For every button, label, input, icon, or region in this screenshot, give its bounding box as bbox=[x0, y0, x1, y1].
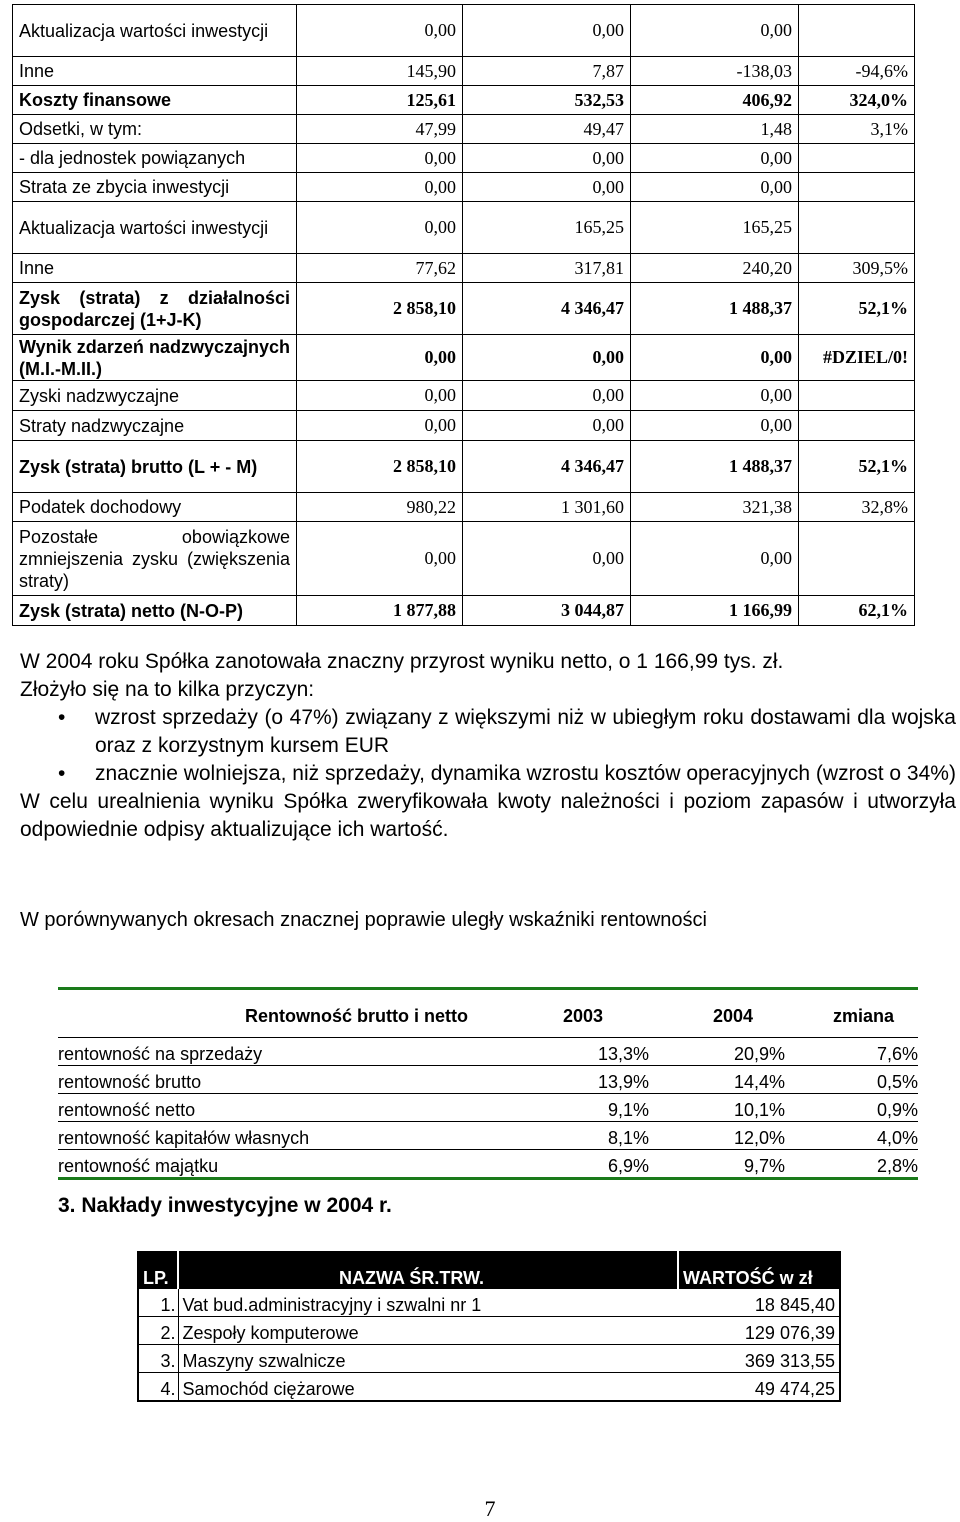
paragraph: W 2004 roku Spółka zanotowała znaczny przyrost wyniku netto, o 1 166,99 tys. zł. bbox=[20, 650, 784, 673]
cell-value: 3,1% bbox=[799, 115, 915, 144]
cell-value: 6,9% bbox=[513, 1150, 649, 1179]
row-label: rentowność kapitałów własnych bbox=[58, 1122, 513, 1150]
table-row bbox=[13, 441, 915, 493]
list-item bbox=[20, 704, 956, 760]
cell-value: 2 858,10 bbox=[297, 283, 463, 335]
paragraph: Złożyło się na to kilka przyczyn: bbox=[20, 678, 315, 701]
list-item-text: wzrost sprzedaży (o 47%) związany z większymi niż w ubiegłym roku dostawami dla wojska oraz z korzystnym kursem EUR bbox=[95, 706, 956, 757]
cell-value: 12,0% bbox=[649, 1122, 785, 1150]
cell-value: 7,6% bbox=[785, 1038, 918, 1066]
cell-value: 52,1% bbox=[799, 283, 915, 335]
cell-value: 0,00 bbox=[631, 5, 799, 57]
cell-value: 52,1% bbox=[799, 441, 915, 493]
cell-value: 1,48 bbox=[631, 115, 799, 144]
column-header: 2004 bbox=[649, 989, 785, 1038]
cell-value: 0,00 bbox=[463, 522, 631, 596]
table-row bbox=[13, 411, 915, 441]
cell-value: 9,7% bbox=[649, 1150, 785, 1179]
cell-value: 2 858,10 bbox=[297, 441, 463, 493]
cell-value: 8,1% bbox=[513, 1122, 649, 1150]
cell-value: 1 877,88 bbox=[297, 596, 463, 626]
cell-value: 3 044,87 bbox=[463, 596, 631, 626]
profitability-table bbox=[58, 987, 918, 1180]
cell-value: 0,00 bbox=[631, 381, 799, 411]
cell-value bbox=[799, 144, 915, 173]
row-label: - dla jednostek powiązanych bbox=[13, 144, 297, 173]
page-number: 7 bbox=[484, 1496, 496, 1521]
asset-name: Samochód ciężarowe bbox=[182, 1379, 355, 1399]
row-number: 2. bbox=[138, 1317, 178, 1345]
cell-value bbox=[799, 202, 915, 254]
table-row bbox=[13, 115, 915, 144]
cell-value: 0,00 bbox=[463, 144, 631, 173]
row-label: Zyski nadzwyczajne bbox=[13, 381, 297, 411]
cell-value: -94,6% bbox=[799, 57, 915, 86]
cell-value: -138,03 bbox=[631, 57, 799, 86]
cell-value: 0,00 bbox=[631, 335, 799, 381]
table-row bbox=[13, 596, 915, 626]
cell-value: 0,00 bbox=[631, 411, 799, 441]
cell-value: 0,00 bbox=[631, 522, 799, 596]
table-header-row bbox=[58, 989, 918, 1038]
row-number: 4. bbox=[138, 1373, 178, 1402]
row-label: Inne bbox=[13, 57, 297, 86]
cell-value: 240,20 bbox=[631, 254, 799, 283]
cell-value: #DZIEL/0! bbox=[799, 335, 915, 381]
row-label: rentowność majątku bbox=[58, 1150, 513, 1179]
row-label: Odsetki, w tym: bbox=[13, 115, 297, 144]
cell-value: 165,25 bbox=[463, 202, 631, 254]
table-row bbox=[58, 1066, 918, 1094]
table-header-row bbox=[138, 1252, 840, 1289]
table-row bbox=[13, 381, 915, 411]
cell-value bbox=[799, 173, 915, 202]
table-row bbox=[13, 522, 915, 596]
cell-value: 532,53 bbox=[463, 86, 631, 115]
table-row bbox=[138, 1289, 840, 1317]
column-header: 2003 bbox=[513, 989, 649, 1038]
cell-value: 980,22 bbox=[297, 493, 463, 522]
cell-value: 9,1% bbox=[513, 1094, 649, 1122]
paragraph: W celu urealnienia wyniku Spółka zweryfikowała kwoty należności i poziom zapasów i utworzyła odpowiednie odpisy aktualizujące ich wartość. bbox=[20, 790, 956, 841]
cell-value: 4,0% bbox=[785, 1122, 918, 1150]
table-row bbox=[138, 1373, 840, 1402]
row-label: Straty nadzwyczajne bbox=[13, 411, 297, 441]
cell-value: 20,9% bbox=[649, 1038, 785, 1066]
row-label: Pozostałe obowiązkowe zmniejszenia zysku (zwiększenia straty) bbox=[13, 522, 297, 596]
asset-value: 49 474,25 bbox=[754, 1379, 835, 1399]
row-label: rentowność na sprzedaży bbox=[58, 1038, 513, 1066]
table-row bbox=[13, 5, 915, 57]
row-number: 3. bbox=[138, 1345, 178, 1373]
row-label: Zysk (strata) z działalności gospodarczej (1+J-K) bbox=[13, 283, 297, 335]
table-row bbox=[13, 335, 915, 381]
cell-value: 0,00 bbox=[297, 335, 463, 381]
cell-value: 13,3% bbox=[513, 1038, 649, 1066]
column-header: LP. bbox=[138, 1252, 178, 1289]
asset-value: 18 845,40 bbox=[678, 1289, 840, 1317]
cell-value: 4 346,47 bbox=[463, 283, 631, 335]
cell-value: 0,00 bbox=[463, 381, 631, 411]
bullet-icon: • bbox=[58, 706, 66, 729]
cell-value: 0,00 bbox=[297, 144, 463, 173]
column-header: zmiana bbox=[785, 989, 918, 1038]
table-row bbox=[13, 57, 915, 86]
list-item bbox=[20, 760, 956, 788]
column-header: NAZWA ŚR.TRW. bbox=[178, 1252, 678, 1289]
cell-value: 0,00 bbox=[631, 173, 799, 202]
analysis-text bbox=[20, 648, 956, 844]
table-row bbox=[13, 493, 915, 522]
asset-name: Maszyny szwalnicze bbox=[178, 1345, 678, 1373]
table-row bbox=[58, 1150, 918, 1179]
cell-value: 1 301,60 bbox=[463, 493, 631, 522]
table-row bbox=[13, 173, 915, 202]
cell-value: 77,62 bbox=[297, 254, 463, 283]
row-label: Aktualizacja wartości inwestycji bbox=[13, 202, 297, 254]
cell-value: 324,0% bbox=[799, 86, 915, 115]
cell-value: 0,00 bbox=[297, 411, 463, 441]
cell-value: 49,47 bbox=[463, 115, 631, 144]
cell-value: 32,8% bbox=[799, 493, 915, 522]
cell-value: 0,00 bbox=[463, 5, 631, 57]
financial-results-table bbox=[12, 4, 915, 626]
list-item-text: znacznie wolniejsza, niż sprzedaży, dynamika wzrostu kosztów operacyjnych (wzrost o 34%) bbox=[95, 762, 956, 785]
table-row bbox=[13, 144, 915, 173]
cell-value: 7,87 bbox=[463, 57, 631, 86]
cell-value: 4 346,47 bbox=[463, 441, 631, 493]
cell-value bbox=[799, 411, 915, 441]
asset-name: Vat bud.administracyjny i szwalni nr 1 bbox=[178, 1289, 678, 1317]
cell-value: 10,1% bbox=[649, 1094, 785, 1122]
profitability-intro: W porównywanych okresach znacznej poprawie uległy wskaźniki rentowności bbox=[20, 909, 707, 931]
asset-value: 129 076,39 bbox=[678, 1317, 840, 1345]
cell-value: 0,00 bbox=[631, 144, 799, 173]
cell-value bbox=[799, 5, 915, 57]
asset-name: Zespoły komputerowe bbox=[178, 1317, 678, 1345]
table-row bbox=[13, 202, 915, 254]
row-label: rentowność brutto bbox=[58, 1066, 513, 1094]
cell-value: 406,92 bbox=[631, 86, 799, 115]
cell-value: 2,8% bbox=[785, 1150, 918, 1179]
row-label: Podatek dochodowy bbox=[13, 493, 297, 522]
table-row bbox=[138, 1317, 840, 1345]
table-row bbox=[58, 1122, 918, 1150]
row-label: Inne bbox=[13, 254, 297, 283]
reasons-list bbox=[20, 704, 956, 788]
cell-value: 0,00 bbox=[297, 5, 463, 57]
row-label: Aktualizacja wartości inwestycji bbox=[13, 5, 297, 57]
row-label: rentowność netto bbox=[58, 1094, 513, 1122]
cell-value: 145,90 bbox=[297, 57, 463, 86]
cell-value: 0,00 bbox=[297, 202, 463, 254]
table-row bbox=[58, 1038, 918, 1066]
bullet-icon: • bbox=[58, 762, 66, 785]
cell-value: 125,61 bbox=[297, 86, 463, 115]
cell-value bbox=[799, 381, 915, 411]
section-heading: 3. Nakłady inwestycyjne w 2004 r. bbox=[58, 1194, 392, 1217]
cell-value: 1 488,37 bbox=[631, 441, 799, 493]
row-label: Wynik zdarzeń nadzwyczajnych (M.I.-M.II.) bbox=[13, 335, 297, 381]
row-label: Zysk (strata) brutto (L + - M) bbox=[13, 441, 297, 493]
cell-value: 0,00 bbox=[297, 173, 463, 202]
row-label: Strata ze zbycia inwestycji bbox=[13, 173, 297, 202]
cell-value bbox=[799, 522, 915, 596]
cell-value: 0,00 bbox=[463, 411, 631, 441]
cell-value: 1 488,37 bbox=[631, 283, 799, 335]
cell-value: 0,5% bbox=[785, 1066, 918, 1094]
row-label: Zysk (strata) netto (N-O-P) bbox=[13, 596, 297, 626]
cell-value: 0,00 bbox=[297, 522, 463, 596]
investments-table bbox=[137, 1251, 841, 1402]
cell-value: 0,00 bbox=[463, 173, 631, 202]
cell-value: 0,9% bbox=[785, 1094, 918, 1122]
column-header: WARTOŚĆ w zł bbox=[678, 1252, 840, 1289]
cell-value: 309,5% bbox=[799, 254, 915, 283]
column-header: Rentowność brutto i netto bbox=[58, 989, 513, 1038]
cell-value: 1 166,99 bbox=[631, 596, 799, 626]
cell-value: 47,99 bbox=[297, 115, 463, 144]
cell-value: 62,1% bbox=[799, 596, 915, 626]
table-row bbox=[13, 283, 915, 335]
row-label: Koszty finansowe bbox=[13, 86, 297, 115]
cell-value: 0,00 bbox=[297, 381, 463, 411]
table-row bbox=[13, 86, 915, 115]
cell-value: 165,25 bbox=[631, 202, 799, 254]
table-row bbox=[13, 254, 915, 283]
table-row bbox=[138, 1345, 840, 1373]
cell-value: 321,38 bbox=[631, 493, 799, 522]
cell-value: 317,81 bbox=[463, 254, 631, 283]
cell-value: 13,9% bbox=[513, 1066, 649, 1094]
cell-value: 14,4% bbox=[649, 1066, 785, 1094]
cell-value: 0,00 bbox=[463, 335, 631, 381]
row-number: 1. bbox=[138, 1289, 178, 1317]
table-row bbox=[58, 1094, 918, 1122]
asset-value: 369 313,55 bbox=[678, 1345, 840, 1373]
